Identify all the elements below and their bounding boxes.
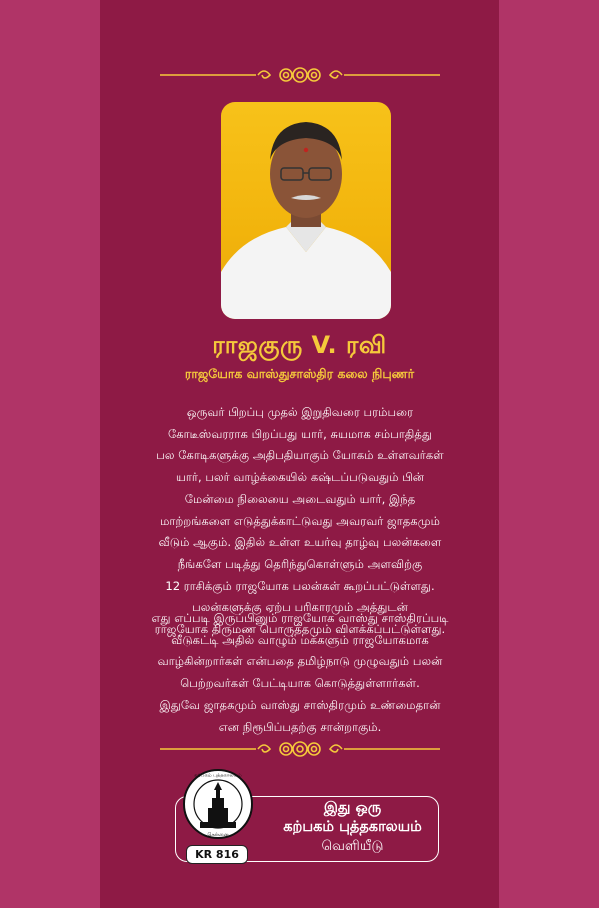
logo-top-text: கற்பகம் புத்தகாலயம் xyxy=(194,772,242,779)
description-line: ராஜயோக திருமண பொருத்தமும் விளக்கப்பட்டுள்ளது. xyxy=(154,622,446,637)
description-line: எது எப்படி இருப்பினும் ராஜயோக வாஸ்து சாஸ்திரப்படி xyxy=(151,611,449,625)
description-line: மேன்மை நிலையை அடைவதும் யார், இந்த xyxy=(184,491,416,506)
description-line: நீங்களே படித்து தெரிந்துகொள்ளும் அளவிற்கு xyxy=(177,556,423,571)
author-name: ராஜகுரு V. ரவி xyxy=(212,331,387,359)
description-line: என நிரூபிப்பதற்கு சான்றாகும். xyxy=(218,719,382,734)
ornament-divider-top-icon xyxy=(160,64,440,86)
description-line: ஒருவர் பிறப்பு முதல் இறுதிவரை பரம்பரை xyxy=(186,405,414,419)
description-line: கோடீஸ்வரராக பிறப்பது யார், சுயமாக சம்பாதித்து xyxy=(167,426,433,441)
publisher-logo-icon xyxy=(182,768,254,840)
publisher-line-3: வெளியீடு xyxy=(321,838,384,854)
description-line: இதுவே ஜாதகமும் வாஸ்து சாஸ்திரமும் உண்மைதான் xyxy=(159,697,441,712)
description-line: வாழ்கின்றார்கள் என்பதை தமிழ்நாடு முழுவதும் பலன் xyxy=(157,654,443,669)
author-portrait-icon xyxy=(221,102,391,319)
book-code-badge: KR 816 xyxy=(186,845,248,864)
logo-bottom-text: சென்னை xyxy=(207,832,229,838)
publisher-name: கற்பகம் புத்தகாலயம் xyxy=(283,819,422,835)
description-line: மாற்றங்களை எடுத்துக்காட்டுவது அவரவர் ஜாதகமும் xyxy=(160,513,440,528)
author-photo xyxy=(221,102,391,319)
ornament-divider-bottom-icon xyxy=(160,738,440,760)
description-line: வீடுகட்டி அதில் வாழும் மக்களும் ராஜயோகமாக xyxy=(171,632,429,647)
description-paragraph-1 xyxy=(110,402,490,641)
description-paragraph-2 xyxy=(110,608,490,738)
description-line: பல கோடிகளுக்கு அதிபதியாகும் யோகம் உள்ளவர்கள் xyxy=(156,448,444,463)
description-line: வீடும் ஆகும். இதில் உள்ள உயர்வு தாழ்வு பலன்களை xyxy=(158,535,442,550)
description-line: பலன்களுக்கு ஏற்ப பரிகாரமும் அத்துடன் xyxy=(192,600,408,615)
description-line: பெற்றவர்கள் பேட்டியாக கொடுத்துள்ளார்கள். xyxy=(180,676,420,691)
description-line: யார், பலர் வாழ்க்கையில் கஷ்டப்படுவதும் பின் xyxy=(175,470,425,485)
description-line: 12 ராசிக்கும் ராஜயோக பலன்கள் கூறப்பட்டுள்ளது. xyxy=(165,578,435,593)
author-title: ராஜயோக வாஸ்துசாஸ்திர கலை நிபுணர் xyxy=(184,366,415,381)
publisher-line-1: இது ஒரு xyxy=(323,800,382,816)
